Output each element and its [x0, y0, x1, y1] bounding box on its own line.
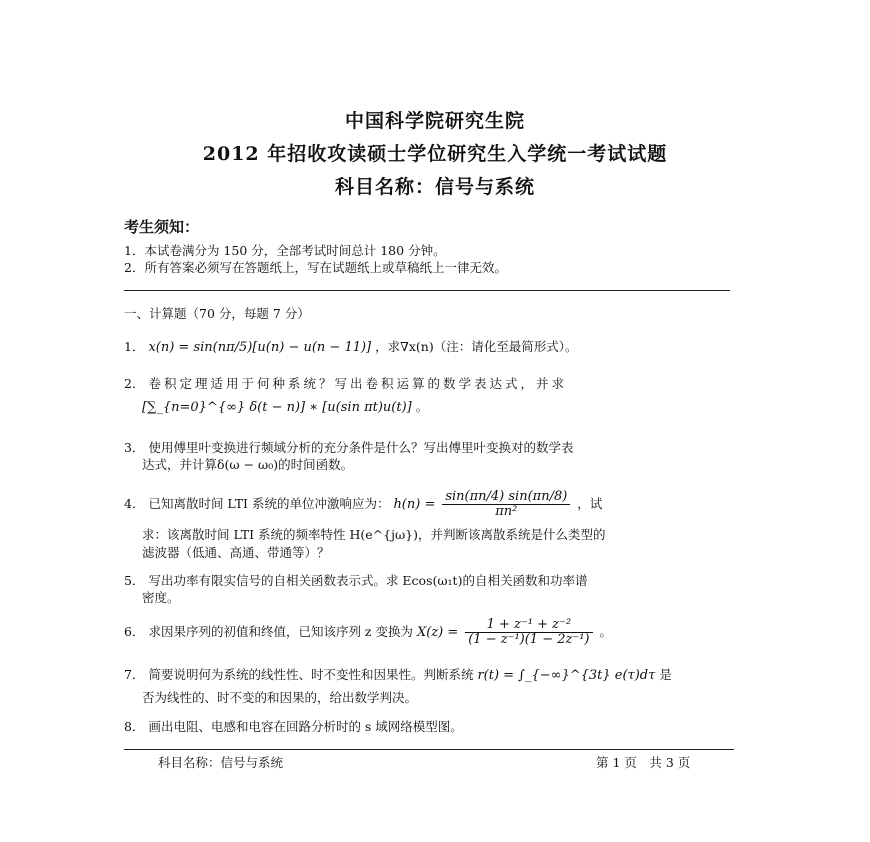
question-2	[124, 375, 744, 393]
footer-page-number: 第 1 页 共 3 页	[596, 755, 691, 770]
question-formula-lhs: h(n) =	[393, 497, 436, 512]
question-formula-lhs: X(z) =	[416, 625, 459, 640]
question-8	[124, 718, 744, 736]
question-text-tail: 。	[599, 624, 612, 639]
question-6	[124, 618, 744, 647]
question-text-tail: ，试	[577, 496, 603, 511]
question-number: 4．	[124, 496, 145, 511]
question-1	[124, 338, 744, 357]
footer-divider	[124, 749, 734, 750]
question-text: 求因果序列的初值和终值，已知该序列 z 变换为	[148, 624, 413, 639]
question-4	[124, 490, 744, 519]
question-5	[124, 572, 744, 590]
fraction-numerator: sin(πn/4) sin(πn/8)	[442, 490, 570, 505]
question-formula-fraction	[465, 618, 592, 647]
question-number: 6．	[124, 624, 145, 639]
exam-institution-title: 中国科学院研究生院	[344, 110, 525, 132]
question-number: 8．	[124, 719, 145, 734]
question-text: 。	[415, 399, 429, 414]
question-text: 使用傅里叶变换进行频域分析的充分条件是什么？写出傅里叶变换对的数学表	[148, 440, 574, 455]
question-3	[124, 439, 744, 457]
fraction-denominator: (1 − z⁻¹)(1 − 2z⁻¹)	[468, 632, 590, 647]
question-formula: [∑_{n=0}^{∞} δ(t − n)] ∗ [u(sin πt)u(t)]	[142, 400, 412, 415]
notice-item-1: 1．本试卷满分为 150 分，全部考试时间总计 180 分钟。	[124, 243, 446, 258]
question-7	[124, 666, 744, 685]
footer-subject: 科目名称：信号与系统	[158, 755, 284, 770]
exam-title: 2012 年招收攻读硕士学位研究生入学统一考试试题	[202, 143, 668, 165]
question-4-line2: 求：该离散时间 LTI 系统的频率特性 H(e^{jω})，并判断该离散系统是什么类型的	[142, 527, 606, 542]
question-number: 7．	[124, 667, 145, 682]
question-7-line2: 否为线性的、时不变的和因果的，给出数学判决。	[142, 690, 418, 705]
question-number: 2．	[124, 376, 145, 391]
question-text: 写出功率有限实信号的自相关函数表示式。求 Ecos(ω₁t)的自相关函数和功率谱	[148, 573, 588, 588]
question-number: 3．	[124, 440, 145, 455]
fraction-denominator: πn²	[495, 504, 518, 519]
question-number: 1．	[124, 339, 145, 354]
question-text: 卷积定理适用于何种系统？写出卷积运算的数学表达式，并求	[148, 376, 567, 391]
question-text: ，求∇x(n)（注：请化至最简形式）。	[375, 339, 578, 354]
question-number: 5．	[124, 573, 145, 588]
notice-item-2: 2．所有答案必须写在答题纸上，写在试题纸上或草稿纸上一律无效。	[124, 260, 507, 275]
question-formula: r(t) = ∫_{−∞}^{3t} e(τ)dτ	[477, 668, 656, 683]
subject-title: 科目名称：信号与系统	[334, 176, 535, 198]
question-formula: x(n) = sin(nπ/5)[u(n) − u(n − 11)]	[148, 340, 372, 355]
question-text-tail: 是	[659, 667, 672, 682]
question-text: 已知离散时间 LTI 系统的单位冲激响应为：	[148, 496, 390, 511]
question-text: 画出电阻、电感和电容在回路分析时的 s 域网络模型图。	[148, 719, 463, 734]
notice-divider	[124, 290, 730, 291]
question-2-line2	[142, 398, 762, 417]
notice-heading: 考生须知：	[124, 218, 200, 236]
fraction-numerator: 1 + z⁻¹ + z⁻²	[465, 618, 592, 633]
question-3-line2: 达式，并计算δ(ω − ω₀)的时间函数。	[142, 457, 354, 472]
question-formula-fraction	[442, 490, 570, 519]
question-text: 简要说明何为系统的线性性、时不变性和因果性。判断系统	[148, 667, 474, 682]
question-4-line3: 滤波器（低通、高通、带通等）？	[142, 545, 330, 560]
question-5-line2: 密度。	[142, 590, 180, 605]
section-title: 一、计算题（70 分，每题 7 分）	[124, 306, 310, 321]
